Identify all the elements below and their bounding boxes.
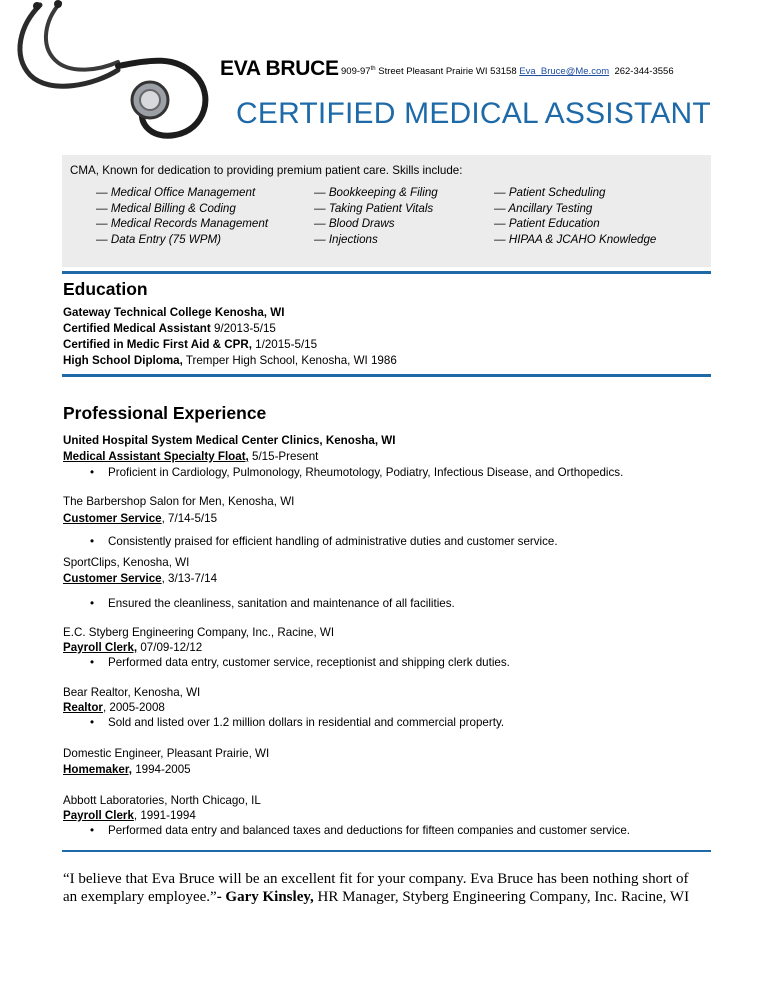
education-school: Gateway Technical College Kenosha, WI — [63, 306, 285, 319]
job-role: Customer Service, 7/14-5/15 — [63, 512, 218, 525]
skill-item: — Ancillary Testing — [494, 201, 593, 215]
skills-intro: CMA, Known for dedication to providing premium patient care. Skills include: — [70, 164, 463, 177]
skill-item: — Bookkeeping & Filing — [314, 186, 438, 199]
skill-item: — Medical Office Management — [96, 186, 256, 199]
job-employer: Domestic Engineer, Pleasant Prairie, WI — [63, 747, 270, 760]
job-employer: Abbott Laboratories, North Chicago, IL — [63, 794, 261, 807]
job-employer: The Barbershop Salon for Men, Kenosha, WI — [63, 495, 295, 508]
section-divider — [62, 374, 711, 377]
skill-item: — Patient Scheduling — [494, 186, 606, 199]
job-employer: SportClips, Kenosha, WI — [63, 556, 190, 569]
job-bullet: • Consistently praised for efficient handling of administrative duties and customer service. — [90, 535, 558, 548]
job-bullet: • Performed data entry and balanced taxes and deductions for fifteen companies and customer service. — [90, 824, 631, 837]
skills-summary — [62, 155, 711, 267]
job-role: Realtor, 2005-2008 — [63, 701, 165, 714]
stethoscope-image — [0, 0, 220, 150]
skill-item: — Medical Billing & Coding — [96, 201, 236, 215]
job-title: CERTIFIED MEDICAL ASSISTANT — [236, 97, 711, 130]
reference-quote-line-2: an exemplary employee.”- Gary Kinsley, HR Manager, Styberg Engineering Company, Inc. Racine, WI — [63, 889, 690, 905]
section-divider — [62, 850, 711, 852]
job-employer: E.C. Styberg Engineering Company, Inc., Racine, WI — [63, 626, 335, 639]
job-role: Medical Assistant Specialty Float, 5/15-Present — [63, 450, 319, 463]
job-role: Customer Service, 3/13-7/14 — [63, 572, 218, 585]
job-bullet: • Performed data entry, customer service, receptionist and shipping clerk duties. — [90, 656, 510, 669]
job-employer: Bear Realtor, Kenosha, WI — [63, 686, 201, 699]
education-heading: Education — [63, 279, 148, 299]
skill-item: — Patient Education — [494, 217, 600, 231]
job-bullet: • Proficient in Cardiology, Pulmonology, Rheumotology, Podiatry, Infectious Disease, and Orthopedics. — [90, 466, 624, 479]
section-divider — [62, 271, 711, 274]
skill-item: — Blood Draws — [314, 217, 395, 231]
skill-item: — Data Entry (75 WPM) — [96, 232, 221, 246]
job-role: Payroll Clerk, 07/09-12/12 — [63, 641, 203, 654]
job-role: Homemaker, 1994-2005 — [63, 763, 191, 776]
experience-heading: Professional Experience — [63, 403, 267, 423]
skill-item: — Taking Patient Vitals — [314, 201, 434, 215]
candidate-name: EVA BRUCE — [220, 57, 339, 80]
job-employer: United Hospital System Medical Center Clinics, Kenosha, WI — [63, 434, 396, 447]
skills-column-1 — [96, 185, 268, 247]
job-bullet: • Sold and listed over 1.2 million dollars in residential and commercial property. — [90, 716, 505, 729]
contact-line — [341, 66, 674, 77]
skill-item: — HIPAA & JCAHO Knowledge — [494, 232, 657, 246]
skills-column-2 — [314, 185, 438, 247]
education-cert-cma: Certified Medical Assistant 9/2013-5/15 — [63, 322, 276, 335]
job-role: Payroll Clerk, 1991-1994 — [63, 809, 196, 822]
education-cert-cpr: Certified in Medic First Aid & CPR, 1/2015-5/15 — [63, 338, 318, 351]
phone: 262-344-3556 — [614, 66, 674, 78]
job-bullet: • Ensured the cleanliness, sanitation and maintenance of all facilities. — [90, 597, 455, 610]
education-high-school: High School Diploma, Tremper High School, Kenosha, WI 1986 — [63, 354, 397, 367]
address: 909-97th Street Pleasant Prairie WI 53158 — [341, 66, 520, 78]
skill-item: — Medical Records Management — [96, 217, 269, 231]
reference-quote-line-1: “I believe that Eva Bruce will be an excellent fit for your company. Eva Bruce has been nothing short of — [63, 871, 689, 887]
skill-item: — Injections — [314, 232, 378, 246]
email-link[interactable]: Eva_Bruce@Me.com — [519, 66, 610, 78]
skills-column-3 — [494, 185, 656, 247]
